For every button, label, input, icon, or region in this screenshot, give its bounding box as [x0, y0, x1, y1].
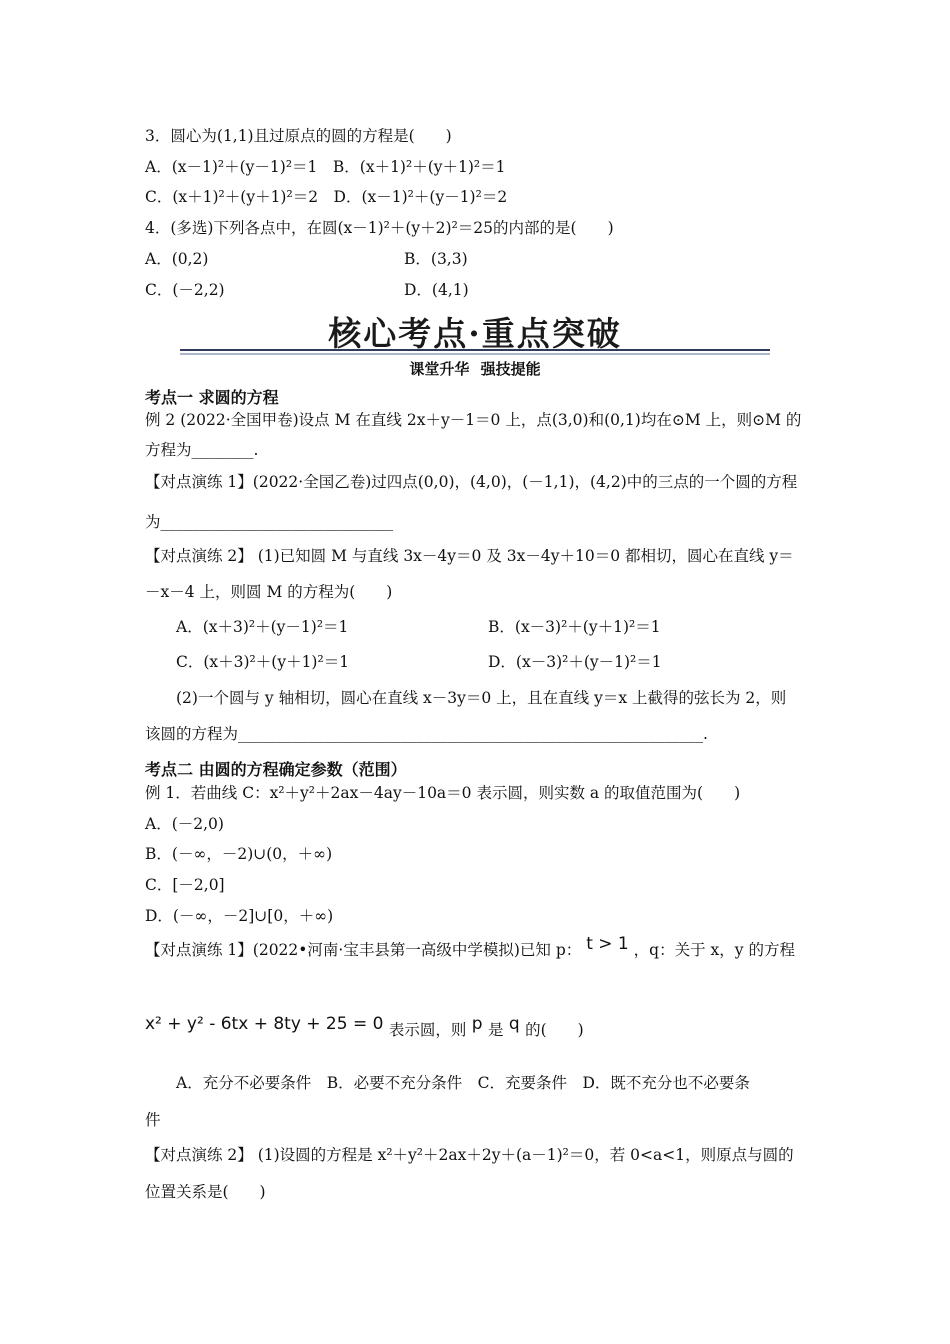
q4-stem: 4．(多选)下列各点中，在圆(x－1)²＋(y＋2)²＝25的内部的是( ) [145, 219, 614, 237]
banner-title: 核心考点·重点突破 [328, 314, 622, 353]
t2-drill1-math: t > 1 [586, 934, 629, 954]
t2-drill1-formula-line [145, 1012, 584, 1039]
t2-drill1-formula-p: p [471, 1014, 483, 1034]
drill2-option-b: B．(x－3)²＋(y＋1)²＝1 [488, 618, 661, 636]
banner-rule-top [180, 349, 770, 351]
drill2-option-d: D．(x－3)²＋(y－1)²＝1 [488, 653, 662, 671]
banner-subtitle: 课堂升华 强技提能 [409, 360, 541, 378]
q4-option-d: D．(4,1) [404, 281, 469, 299]
t2-drill1-text-b: ，q：关于 x，y 的方程 [633, 941, 795, 959]
t2-drill1-options-wrap: 件 [145, 1111, 161, 1129]
t2-drill1-formula-q: q [508, 1014, 520, 1034]
q3-options-ab: A．(x－1)²＋(y－1)²＝1 B．(x＋1)²＋(y＋1)²＝1 [145, 158, 506, 176]
drill2-part2-line1: (2)一个圆与 y 轴相切，圆心在直线 x－3y＝0 上，且在直线 y＝x 上截得的弦长为 2，则 [176, 689, 787, 707]
t2-drill2-line1: 【对点演练 2】 (1)设圆的方程是 x²＋y²＋2ax＋2y＋(a－1)²＝0，若 0<a<1，则原点与圆的 [145, 1146, 794, 1164]
drill2-part2-line2: 该圆的方程为____________________________________________________________. [145, 725, 708, 743]
t2-drill1-line1 [145, 934, 795, 960]
q4-option-a: A．(0,2) [145, 250, 209, 268]
drill2-line1: 【对点演练 2】 (1)已知圆 M 与直线 3x－4y＝0 及 3x－4y＋10＝0 都相切，圆心在直线 y＝ [145, 547, 794, 565]
q3-options-cd: C．(x＋1)²＋(y＋1)²＝2 D．(x－1)²＋(y－1)²＝2 [145, 188, 508, 206]
drill1-line1: 【对点演练 1】(2022·全国乙卷)过四点(0,0)，(4,0)，(－1,1)，(4,2)中的三点的一个圆的方程 [145, 473, 798, 491]
example1-option-a: A．(－2,0) [145, 815, 224, 833]
example1-option-d: D．(－∞，－2]∪[0，＋∞) [145, 907, 334, 925]
drill2-line2: －x－4 上，则圆 M 的方程为( ) [145, 583, 393, 601]
q3-stem: 3．圆心为(1,1)且过原点的圆的方程是( ) [145, 127, 452, 145]
t2-drill1-formula: x² + y² - 6tx + 8ty + 25 = 0 [145, 1014, 384, 1034]
t2-drill1-options: A．充分不必要条件 B．必要不充分条件 C．充要条件 D．既不充分也不必要条 [176, 1074, 750, 1092]
drill2-option-c: C．(x＋3)²＋(y＋1)²＝1 [176, 653, 350, 671]
example1-option-b: B．(－∞，－2)∪(0，＋∞) [145, 845, 333, 863]
drill1-line2: 为______________________________ [145, 513, 394, 531]
example1-stem: 例 1．若曲线 C：x²＋y²＋2ax－4ay－10a＝0 表示圆，则实数 a 的取值范围为( ) [145, 784, 741, 802]
t2-drill1-formula-text-b: 是 [487, 1021, 504, 1039]
q4-option-b: B．(3,3) [404, 250, 468, 268]
topic2-heading: 考点二 由圆的方程确定参数（范围） [145, 760, 407, 779]
drill2-option-a: A．(x＋3)²＋(y－1)²＝1 [176, 618, 349, 636]
t2-drill2-line2: 位置关系是( ) [145, 1183, 266, 1201]
example2-line1: 例 2 (2022·全国甲卷)设点 M 在直线 2x＋y－1＝0 上，点(3,0)和(0,1)均在⊙M 上，则⊙M 的 [145, 411, 802, 429]
q4-option-c: C．(－2,2) [145, 281, 225, 299]
example1-option-c: C．[－2,0] [145, 876, 225, 894]
example2-line2: 方程为________. [145, 441, 259, 459]
t2-drill1-formula-text-a: 表示圆，则 [388, 1021, 467, 1039]
t2-drill1-formula-text-c: 的( ) [525, 1021, 584, 1039]
topic1-heading: 考点一 求圆的方程 [145, 388, 279, 407]
banner-rule-bottom [180, 353, 770, 355]
t2-drill1-text-a: 【对点演练 1】(2022•河南·宝丰县第一高级中学模拟)已知 p： [145, 941, 582, 959]
